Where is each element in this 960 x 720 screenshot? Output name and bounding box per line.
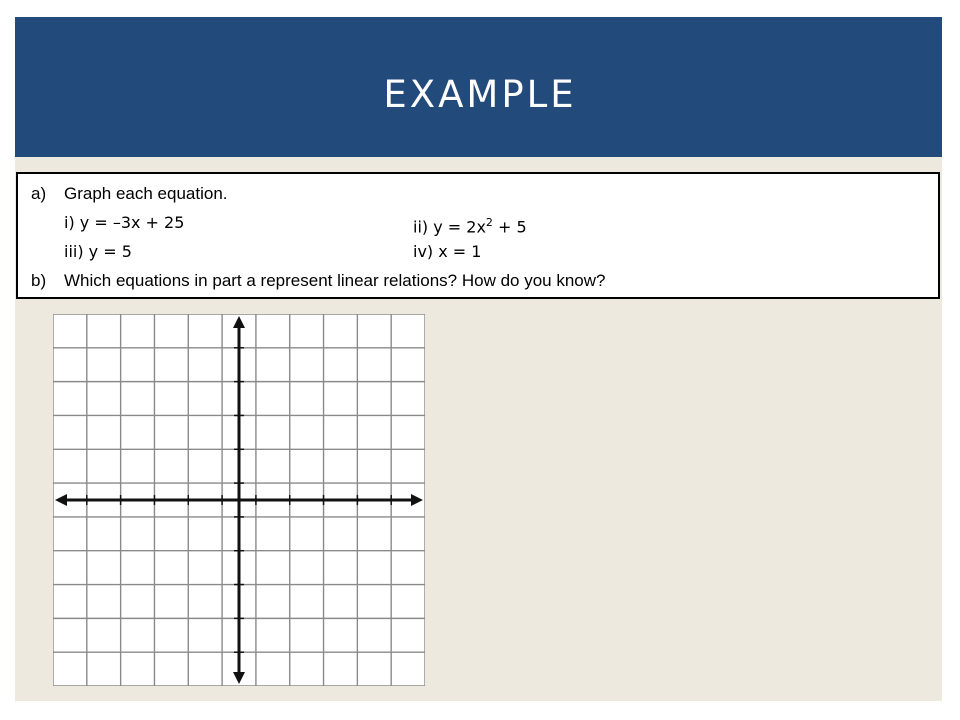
part-b-text: Which equations in part a represent linear relations? How do you know? <box>64 271 606 290</box>
equation-ii: ii) $y = 2x^2 + 5$ <box>413 216 527 237</box>
slide-title: EXAMPLE <box>383 73 577 116</box>
question-box <box>16 172 940 299</box>
grid-graphic <box>53 314 425 686</box>
equation-iv: iv) x = 1 <box>413 242 482 261</box>
part-a-label: a) <box>31 184 47 203</box>
part-a-text: Graph each equation. <box>64 184 228 203</box>
y-axis-up-arrow <box>233 316 245 328</box>
x-axis-left-arrow <box>55 494 67 506</box>
equation-i: i) y = –3x + 25 <box>64 213 185 232</box>
part-b-label: b) <box>31 271 47 290</box>
x-axis-right-arrow <box>411 494 423 506</box>
y-axis-down-arrow <box>233 672 245 684</box>
coordinate-grid <box>53 314 425 686</box>
equation-iii: iii) y = 5 <box>64 242 132 261</box>
exponent: 2 <box>485 216 493 229</box>
